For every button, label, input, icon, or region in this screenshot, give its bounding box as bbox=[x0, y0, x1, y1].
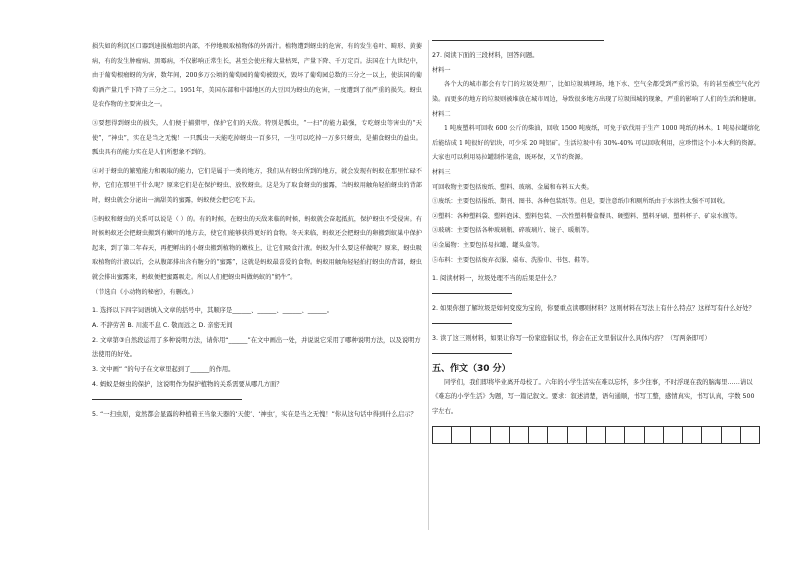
essay-grid-cell[interactable] bbox=[645, 427, 664, 443]
essay-grid-cell[interactable] bbox=[491, 427, 510, 443]
question-3: 3. 文中画“ ”的句子在文章里起到了______的作用。 bbox=[92, 366, 235, 374]
question-27-intro: 27. 阅读下面的三段材料，回答问题。 bbox=[432, 52, 539, 59]
essay-grid-cell[interactable] bbox=[548, 427, 567, 443]
material-3-item-cloth: ⑤布料：主要包括废弃衣服、桌布、洗脸巾、书包、鞋等。 bbox=[432, 256, 593, 264]
essay-grid-cell[interactable] bbox=[683, 427, 702, 443]
question-5: 5. “一扫虫原，竟然都会显露的种植着王当象天器的‘天使’、‘神虫’，实在是当之无愧！”你从这句话中得到什么启示？ bbox=[92, 410, 417, 418]
material-2-title: 材料二 bbox=[432, 110, 451, 118]
left-column bbox=[92, 40, 422, 423]
essay-grid-cell[interactable] bbox=[433, 427, 452, 443]
essay-grid-cell[interactable] bbox=[568, 427, 587, 443]
essay-prompt: 同学们，我们即将毕业离开母校了。六年的小学生活实在难以忘怀，多少往事，不时浮现在我的脑海里……请以《难忘的小学生活》为题，写一篇记叙文。要求：叙述清楚，语句通顺，书写工整，感情真实，书写认真，字数 500 字左右。 bbox=[432, 378, 755, 416]
question-27-2: 2. 如果你想了解垃圾是如何变废为宝的，你要重点读哪则材料？这则材料在写法上有什么特点？这样写有什么好处？ bbox=[432, 304, 755, 312]
question-27-3: 3. 读了这三则材料，如果让你写一份家庭倡议书，你会在正文里倡议什么具体内容？（写两条即可） bbox=[432, 334, 711, 342]
material-2-text: 1 吨废塑料可回收 600 公斤的柴油，回收 1500 吨废纸，可免于砍伐用于生产 1000 吨纸的林木。1 吨易拉罐熔化后能结成 1 吨很好的铝块，可少采 20 吨铝矿。生活垃圾中有 30%-40% 可以回收利用，应珍惜这个小本大利的资源。大家也可以利用易拉罐制作笔盒，既环保，又节约资源。 bbox=[432, 125, 760, 162]
material-3-title: 材料三 bbox=[432, 168, 451, 176]
material-3-item-paper: ①废纸：主要包括报纸、期刊、图书、各种包装纸等。但是，要注意纸巾和厕所纸由于水溶性太强不可回收。 bbox=[432, 198, 729, 206]
answer-line-27-2[interactable] bbox=[432, 323, 512, 324]
essay-grid-cell[interactable] bbox=[510, 427, 529, 443]
essay-grid-cell[interactable] bbox=[452, 427, 471, 443]
answer-line-top[interactable] bbox=[432, 40, 604, 41]
essay-grid-cell[interactable] bbox=[664, 427, 683, 443]
essay-grid-cell[interactable] bbox=[587, 427, 606, 443]
question-1: 1. 选择以下四字词语填入文章的括号中，其顺序是______、______、______、______。 bbox=[92, 307, 333, 315]
essay-grid-cell[interactable] bbox=[471, 427, 490, 443]
passage-paragraph-4: ④对于蚜虫的繁殖能力和吸取的能力，它们是属于一类的地方，我们从有蚜虫所到的地方，就会发现有蚂蚁在那里忙碌不停，它们在那里干什么呢？原来它们是在保护蚜虫、放牧蚜虫。这是为了取食蚜虫的蜜露，当蚂蚁用触角轻拍蚜虫的背部时，蚜虫就会分泌出一滴甜美的蜜露，蚂蚁便会把它吃下去。 bbox=[92, 167, 422, 204]
question-27-1: 1. 阅读材料一，垃圾处理不当的后果是什么？ bbox=[432, 275, 560, 283]
essay-writing-grid[interactable] bbox=[432, 426, 760, 444]
column-divider bbox=[428, 40, 429, 530]
material-3-item-glass: ③玻璃：主要包括各种玻璃瓶、碎玻璃片、镜子、暖瓶等。 bbox=[432, 227, 593, 235]
answer-line-27-3[interactable] bbox=[432, 353, 512, 354]
passage-paragraph-1: 损失如的利沉区口器到速损植组织内部，不停地吸取植物体的外需汁。植物遭到蚜虫的危害，有的发生卷叶、畸形、黄萎病，有的发生肿瘤病、黑霉病，不仅影响正常生长，甚至会使庄稼大量枯死，产量下降、千万定百。法国在十九世纪中，由于葡萄根瘤蚜的为害，数年间，200多万公顷的葡萄园的葡萄被毁灭，毁坏了葡萄园总数的三分之一以上，使法国的葡萄酒产量几乎下降了三分之二。1951年，美国东部和中部地区的大豆因为蚜虫的危害，一度遭到了很严重的损失。蚜虫是农作物的主要害虫之一。 bbox=[92, 43, 422, 109]
essay-grid-cell[interactable] bbox=[722, 427, 741, 443]
essay-grid-cell[interactable] bbox=[741, 427, 759, 443]
passage-paragraph-3: ③要想得到蚜虫的损失，人们便于捕猎甲，保护它们的天敌。特别是瓢虫，“一扫”的能力最强，专吃蚜虫等害虫的“天使”，“神虫”，实在是当之无愧！一只瓢虫一天能吃掉蚜虫一百多只，一生可以吃掉一万多只蚜虫，是捕食蚜虫的益虫。瓢虫具有的能力实在是人们所想象不到的。 bbox=[92, 119, 422, 157]
right-column bbox=[432, 40, 760, 444]
answer-line-27-1[interactable] bbox=[432, 293, 512, 294]
section-5-title: 五、作文（30 分） bbox=[432, 363, 511, 374]
material-1-text: 各个大的城市都会有专门的垃圾处理厂，比如垃圾填埋场，地下水、空气全都受到严重污染，有的甚至被空气化污染。而更多的地方的垃圾则被堆放在城市周边，导致很多地方出现了垃圾围城的现象，严重的影响了人们的生活和健康。 bbox=[432, 81, 760, 103]
material-3-item-metal: ④金属物：主要包括易拉罐、罐头盒等。 bbox=[432, 241, 544, 249]
material-3-intro: 可回收物主要包括废纸、塑料、玻璃、金属和布料五大类。 bbox=[432, 183, 593, 191]
question-2: 2. 文章第③自然段运用了多种说明方法，请你用“______”在文中画出一处，并说说它采用了哪种说明方法，以及说明方法使用的好处。 bbox=[92, 336, 421, 359]
material-1-title: 材料一 bbox=[432, 66, 451, 74]
question-1-options: A. 不辞劳苦 B. 川流不息 C. 敬而远之 D. 亲密无间 bbox=[92, 321, 233, 329]
essay-grid-cell[interactable] bbox=[606, 427, 625, 443]
essay-grid-cell[interactable] bbox=[625, 427, 644, 443]
question-4: 4. 蚂蚁是蚜虫的保护，这说明作为保护植物的关系需要从哪几方面？ bbox=[92, 381, 283, 389]
material-3-item-plastic: ②塑料：各种塑料袋、塑料泡沫、塑料包装、一次性塑料餐盒餐具、硬塑料、塑料牙刷、塑料杯子、矿泉水瓶等。 bbox=[432, 212, 742, 220]
essay-grid-cell[interactable] bbox=[702, 427, 721, 443]
passage-source: （节选自《小动物的秘密》，有删改。） bbox=[92, 288, 198, 296]
passage-paragraph-5: ⑤蚂蚁和蚜虫的关系可以说是（ ）的。有的时候，在蚜虫的天敌来临的时候，蚂蚁就会奋起抵抗，保护蚜虫不受侵害。有时候蚂蚁还会把蚜虫搬到有嫩叶的地方去，使它们能够获得更好的食物。冬天来临，蚂蚁还会把蚜虫的卵搬到蚁巢中保护起来，到了第二年春天，再把孵出的小蚜虫搬到植物的嫩枝上，让它们吸食汁液。蚂蚁为什么要这样做呢？原来，蚜虫吸取植物的汁液以后，会从腹部排出含有糖分的“蜜露”，这就是蚂蚁最喜爱的食物。蚂蚁用触角轻轻拍打蚜虫的背部，蚜虫就会排出蜜露来，蚂蚁便把蜜露吸走。所以人们把蚜虫叫做蚂蚁的“奶牛”。 bbox=[92, 215, 422, 281]
answer-line-q4[interactable] bbox=[92, 399, 242, 400]
essay-grid-cell[interactable] bbox=[529, 427, 548, 443]
